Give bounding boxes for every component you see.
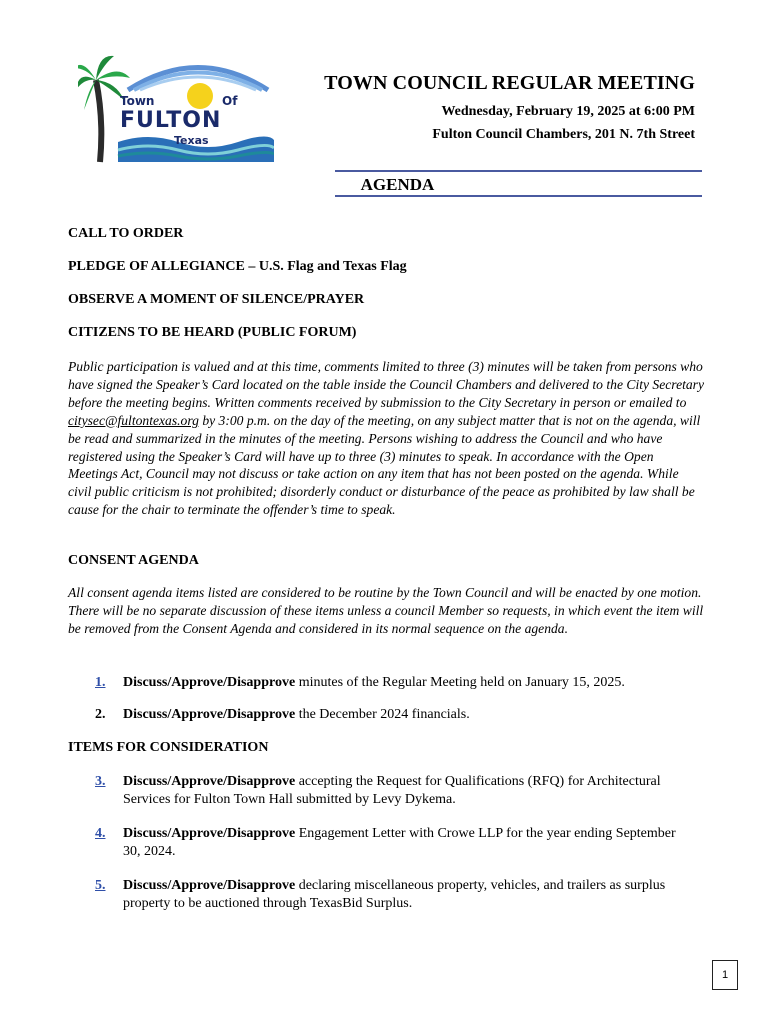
logo-state-text: Texas [174,134,209,147]
public-forum-text-2: by 3:00 p.m. on the day of the meeting, on any subject matter that is not on the agenda, will be read and summarized in the minutes of the meeting. Persons wishing to address the Council and who have registered using the Speaker’s Card will have up to three (3) minutes to speak. In accordance with the Open Meetings Act, Council may not discuss or take action on any item that has not been posted on the agenda. While civil public criticism is not prohibited; disorderly conduct or disturbance of the peace as prohibited by law shall be cause for the chair to terminate the offender’s time to speak. [68,412,701,518]
meeting-location: Fulton Council Chambers, 201 N. 7th Street [432,127,695,142]
section-call-to-order: CALL TO ORDER [68,226,184,241]
item-action: Discuss/Approve/Disapprove [123,675,296,690]
item-action: Discuss/Approve/Disapprove [123,707,296,722]
item-description: minutes of the Regular Meeting held on January 15, 2025. [295,675,625,690]
page-number: 1 [712,960,738,990]
item-number-link[interactable]: 4. [95,826,106,841]
item-action: Discuss/Approve/Disapprove [123,878,296,893]
section-citizens: CITIZENS TO BE HEARD (PUBLIC FORUM) [68,325,357,340]
fulton-logo [78,50,274,168]
item-action: Discuss/Approve/Disapprove [123,774,296,789]
city-secretary-email-link[interactable]: citysec@fultontexas.org [68,412,199,428]
agenda-item-2 [95,706,695,724]
item-number: 2. [95,707,106,722]
item-description: Engagement Letter with Crowe LLP for the year ending September 30, 2024. [123,826,676,859]
agenda-item-3 [95,773,695,809]
agenda-item-5 [95,877,695,913]
section-consent-agenda: CONSENT AGENDA [68,553,199,568]
meeting-title: TOWN COUNCIL REGULAR MEETING [324,72,695,94]
section-pledge: PLEDGE OF ALLEGIANCE – U.S. Flag and Texas Flag [68,259,407,274]
logo-town-text: Town [120,94,155,108]
public-forum-text-1: Public participation is valued and at this time, comments limited to three (3) minutes will be taken from persons who have signed the Speaker’s Card located on the table inside the Council Chambers and delivered to the City Secretary before the meeting begins. Written comments received by submission to the City Secretary in person or emailed to [68,359,705,410]
agenda-heading: AGENDA [360,175,435,194]
header-rule-top [335,170,702,172]
consent-paragraph: All consent agenda items listed are considered to be routine by the Town Council and will be enacted by one motion. There will be no separate discussion of these items unless a council Member so requests, in which event the item will be removed from the Consent Agenda and considered in its normal sequence on the agenda. [68,585,704,636]
item-number-link[interactable]: 1. [95,675,106,690]
public-forum-paragraph [68,358,704,519]
item-number-link[interactable]: 5. [95,878,106,893]
logo-name-text: FULTON [120,108,222,133]
meeting-date: Wednesday, February 19, 2025 at 6:00 PM [441,104,695,119]
agenda-item-4 [95,825,695,861]
item-number-link[interactable]: 3. [95,774,106,789]
item-action: Discuss/Approve/Disapprove [123,826,296,841]
agenda-item-1 [95,674,695,692]
item-description: accepting the Request for Qualifications (RFQ) for Architectural Services for Fulton Town Hall submitted by Levy Dykema. [123,774,661,807]
logo-of-text: Of [222,94,238,108]
header-rule-bottom [335,195,702,197]
section-silence: OBSERVE A MOMENT OF SILENCE/PRAYER [68,292,365,307]
section-items-for-consideration: ITEMS FOR CONSIDERATION [68,740,269,755]
item-description: the December 2024 financials. [295,707,470,722]
item-description: declaring miscellaneous property, vehicles, and trailers as surplus property to be auctioned through TexasBid Surplus. [123,878,666,911]
